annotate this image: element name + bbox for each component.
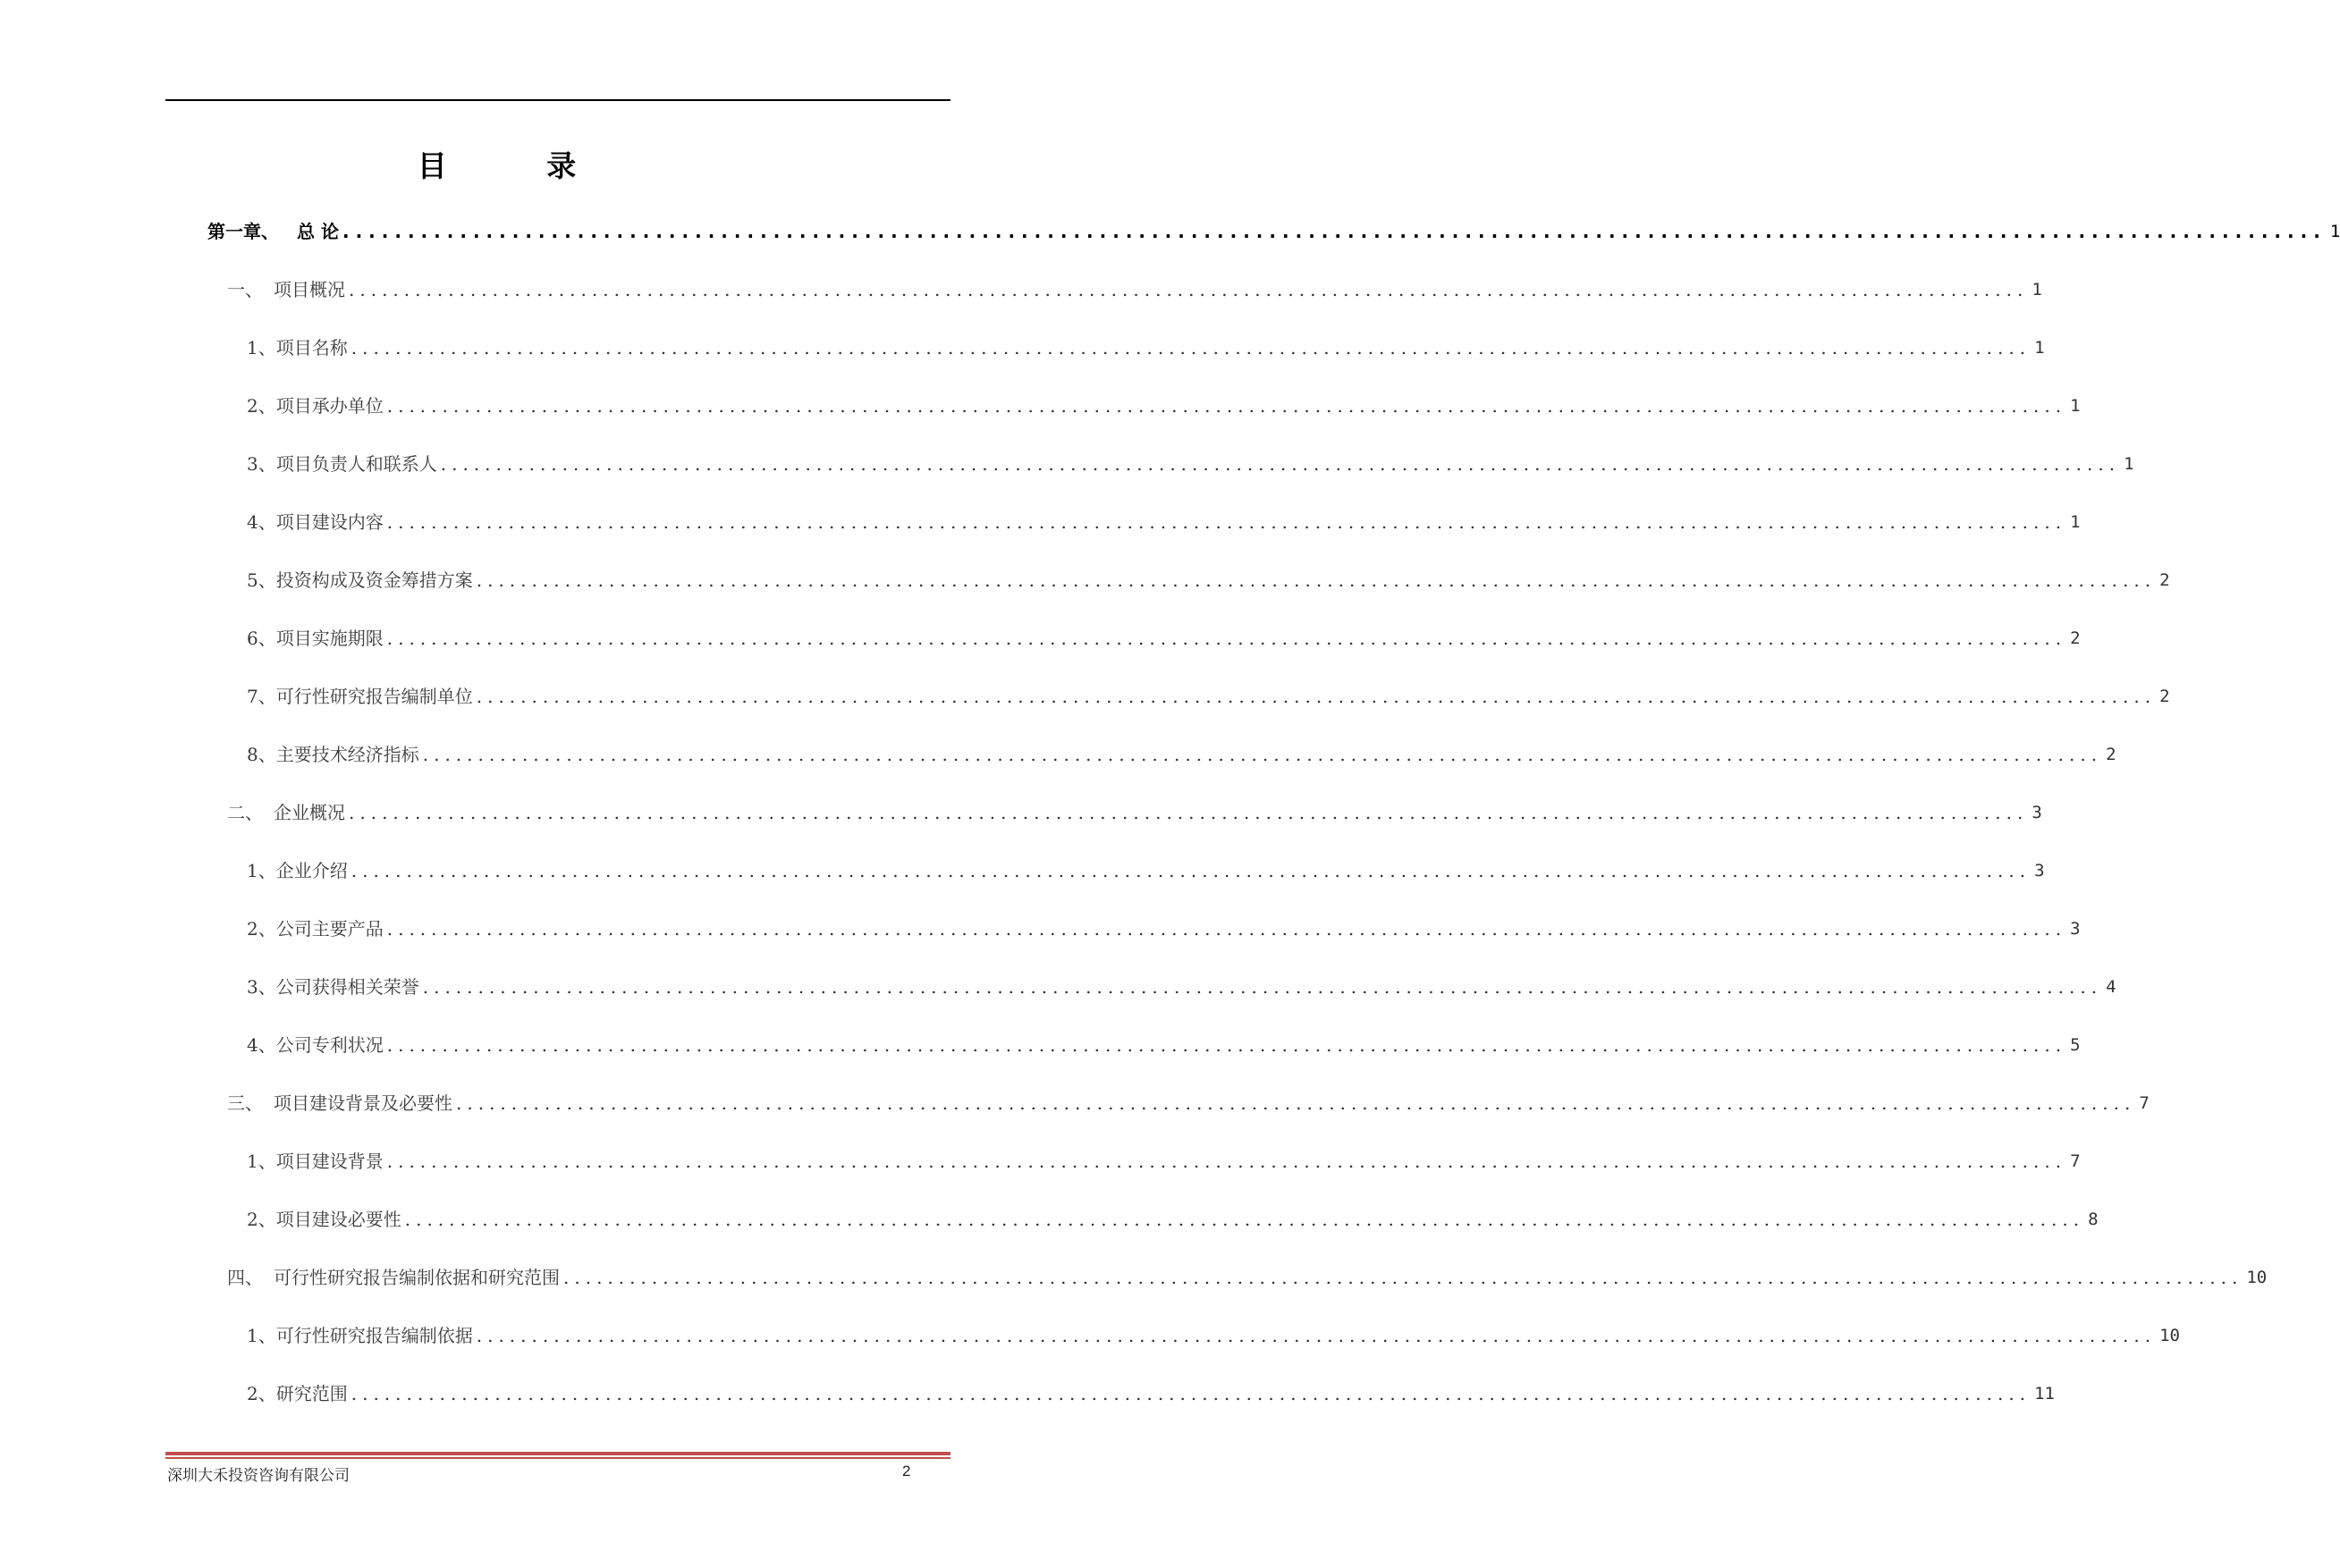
toc-entry-text: 研究范围 [275, 1383, 348, 1404]
toc-entry-page: 7 [2139, 1093, 2150, 1113]
toc-entry-page: 3 [2070, 919, 2081, 939]
toc-leader-dots: ........................................................................................................................................................ [386, 1151, 2067, 1172]
toc-entry-text: 主要技术经济指标 [275, 744, 419, 765]
toc-entry-label [247, 974, 419, 1000]
toc-entry-text: 总 论 [297, 221, 339, 242]
toc-entry-text: 项目建设背景及必要性 [274, 1092, 452, 1114]
toc-entry-label [247, 1380, 348, 1407]
toc-entry-label [227, 799, 345, 826]
toc-entry-item[interactable] [247, 447, 2134, 477]
toc-leader-dots: ........................................................................................................................................................ [476, 569, 2157, 591]
toc-entry-label [247, 741, 419, 768]
toc-entry-label [227, 276, 345, 303]
toc-entry-number: 2、 [247, 918, 276, 940]
toc-entry-page: 1 [2070, 512, 2081, 532]
toc-entry-page: 2 [2159, 687, 2170, 706]
toc-entry-page: 7 [2070, 1151, 2081, 1171]
toc-entry-label [247, 1322, 473, 1349]
page-title: 目 录 [417, 148, 621, 183]
toc-entry-number: 7、 [247, 686, 276, 707]
toc-entry-item[interactable] [247, 563, 2170, 594]
toc-entry-text: 项目概况 [274, 279, 345, 300]
toc-entry-chapter-1[interactable] [207, 215, 2340, 245]
toc-entry-item[interactable] [247, 912, 2081, 942]
toc-entry-item[interactable] [247, 970, 2116, 1000]
toc-entry-page: 3 [2032, 803, 2042, 822]
toc-leader-dots: ........................................................................................................................................................ [476, 686, 2157, 707]
toc-entry-section-3[interactable] [227, 1086, 2150, 1117]
toc-entry-page: 5 [2070, 1035, 2081, 1055]
toc-entry-item[interactable] [247, 1144, 2081, 1175]
toc-entry-number: 4、 [247, 1034, 276, 1056]
toc-entry-label [207, 218, 339, 245]
toc-entry-text: 公司专利状况 [275, 1034, 384, 1056]
toc-entry-number: 4、 [247, 511, 276, 533]
toc-entry-page: 1 [2032, 280, 2042, 299]
toc-entry-text: 公司主要产品 [275, 918, 384, 940]
toc-entry-text: 可行性研究报告编制单位 [275, 686, 473, 707]
toc-leader-dots: ........................................................................................................................................................ [404, 1209, 2085, 1230]
footer-page-number: 2 [902, 1463, 911, 1479]
toc-entry-item[interactable] [247, 331, 2045, 361]
toc-entry-page: 2 [2159, 570, 2170, 590]
toc-entry-number: 二、 [227, 802, 263, 823]
footer-company-name: 深圳大禾投资咨询有限公司 [167, 1467, 350, 1485]
toc-entry-label [247, 1206, 401, 1233]
toc-entry-label [247, 1032, 384, 1058]
toc-entry-label [247, 915, 384, 942]
toc-entry-number: 2、 [247, 395, 276, 417]
toc-entry-number: 1、 [247, 1325, 276, 1346]
toc-entry-text: 企业介绍 [275, 860, 348, 881]
toc-entry-number: 2、 [247, 1383, 276, 1404]
toc-entry-text: 项目建设背景 [275, 1151, 384, 1172]
toc-entry-text: 项目名称 [275, 337, 348, 358]
toc-entry-item[interactable] [247, 679, 2170, 710]
toc-entry-label [247, 451, 437, 477]
toc-entry-item[interactable] [247, 1202, 2099, 1233]
toc-leader-dots: ........................................................................................................................................................ [422, 976, 2103, 998]
toc-leader-dots: ........................................................................................................................................................ [386, 1034, 2067, 1056]
toc-entry-number: 3、 [247, 453, 276, 475]
toc-entry-item[interactable] [247, 621, 2081, 652]
toc-entry-page: 10 [2159, 1326, 2180, 1345]
toc-leader-dots: ........................................................................................................................................................ [342, 221, 2327, 242]
toc-entry-text: 可行性研究报告编制依据和研究范围 [274, 1267, 560, 1288]
toc-entry-label [247, 1148, 384, 1175]
toc-entry-label [247, 683, 473, 710]
toc-leader-dots: ........................................................................................................................................................ [351, 860, 2032, 881]
toc-entry-item[interactable] [247, 505, 2081, 535]
toc-entry-number: 3、 [247, 976, 276, 998]
toc-entry-label [247, 509, 384, 535]
toc-entry-label [247, 392, 384, 419]
toc-leader-dots: ........................................................................................................................................................ [456, 1092, 2136, 1114]
toc-entry-text: 项目建设必要性 [275, 1209, 401, 1230]
toc-leader-dots: ........................................................................................................................................................ [476, 1325, 2157, 1346]
toc-leader-dots: ........................................................................................................................................................ [386, 395, 2067, 417]
toc-entry-number: 2、 [247, 1209, 276, 1230]
toc-leader-dots: ........................................................................................................................................................ [349, 802, 2029, 823]
toc-entry-section-1[interactable] [227, 273, 2042, 303]
toc-entry-page: 1 [2034, 338, 2045, 358]
toc-entry-page: 4 [2106, 977, 2116, 997]
toc-leader-dots: ........................................................................................................................................................ [351, 1383, 2032, 1404]
toc-entry-label [247, 857, 348, 884]
toc-entry-page: 2 [2106, 745, 2116, 764]
toc-entry-number: 1、 [247, 860, 276, 881]
footer-rule-thin [165, 1457, 950, 1459]
toc-entry-label [247, 567, 473, 594]
toc-entry-number: 1、 [247, 337, 276, 358]
toc-entry-section-4[interactable] [227, 1260, 2268, 1291]
toc-leader-dots: ........................................................................................................................................................ [386, 918, 2067, 940]
toc-entry-item[interactable] [247, 1319, 2180, 1349]
toc-entry-item[interactable] [247, 1028, 2081, 1058]
header-rule [165, 99, 950, 101]
toc-entry-number: 一、 [227, 279, 263, 300]
toc-entry-label [227, 1090, 452, 1117]
toc-leader-dots: ........................................................................................................................................................ [349, 279, 2029, 300]
toc-entry-number: 1、 [247, 1151, 276, 1172]
toc-entry-text: 可行性研究报告编制依据 [275, 1325, 473, 1346]
toc-leader-dots: ........................................................................................................................................................ [351, 337, 2032, 358]
toc-entry-page: 1 [2070, 396, 2081, 416]
toc-entry-number: 5、 [247, 569, 276, 591]
toc-entry-item[interactable] [247, 854, 2045, 884]
toc-entry-page: 8 [2088, 1210, 2099, 1229]
toc-entry-item[interactable] [247, 1377, 2055, 1407]
toc-entry-text: 项目建设内容 [275, 511, 384, 533]
toc-entry-text: 公司获得相关荣誉 [275, 976, 419, 998]
toc-entry-text: 项目承办单位 [275, 395, 384, 417]
toc-entry-page: 1 [2124, 454, 2134, 474]
toc-leader-dots: ........................................................................................................................................................ [440, 453, 2121, 475]
toc-entry-text: 项目负责人和联系人 [275, 453, 437, 475]
toc-entry-text: 企业概况 [274, 802, 345, 823]
toc-entry-page: 10 [2246, 1268, 2268, 1287]
toc-entry-page: 1 [2329, 222, 2340, 241]
toc-leader-dots: ........................................................................................................................................................ [563, 1267, 2243, 1288]
toc-entry-section-2[interactable] [227, 796, 2042, 826]
toc-entry-label [227, 1264, 560, 1291]
toc-entry-number: 四、 [227, 1267, 263, 1288]
toc-entry-label [247, 334, 348, 361]
toc-entry-number: 三、 [227, 1092, 263, 1114]
toc-entry-page: 11 [2034, 1384, 2055, 1404]
toc-entry-item[interactable] [247, 389, 2081, 419]
toc-entry-page: 3 [2034, 861, 2045, 881]
toc-entry-item[interactable] [247, 738, 2116, 768]
toc-entry-text: 项目实施期限 [275, 628, 384, 649]
toc-entry-number: 6、 [247, 628, 276, 649]
toc-leader-dots: ........................................................................................................................................................ [422, 744, 2103, 765]
toc-entry-label [247, 625, 384, 652]
footer-rule [165, 1452, 950, 1455]
toc-entry-number: 8、 [247, 744, 276, 765]
toc-entry-page: 2 [2070, 628, 2081, 648]
toc-leader-dots: ........................................................................................................................................................ [386, 511, 2067, 533]
toc-entry-text: 投资构成及资金筹措方案 [275, 569, 473, 591]
toc-entry-number: 第一章、 [207, 221, 279, 242]
toc-leader-dots: ........................................................................................................................................................ [386, 628, 2067, 649]
